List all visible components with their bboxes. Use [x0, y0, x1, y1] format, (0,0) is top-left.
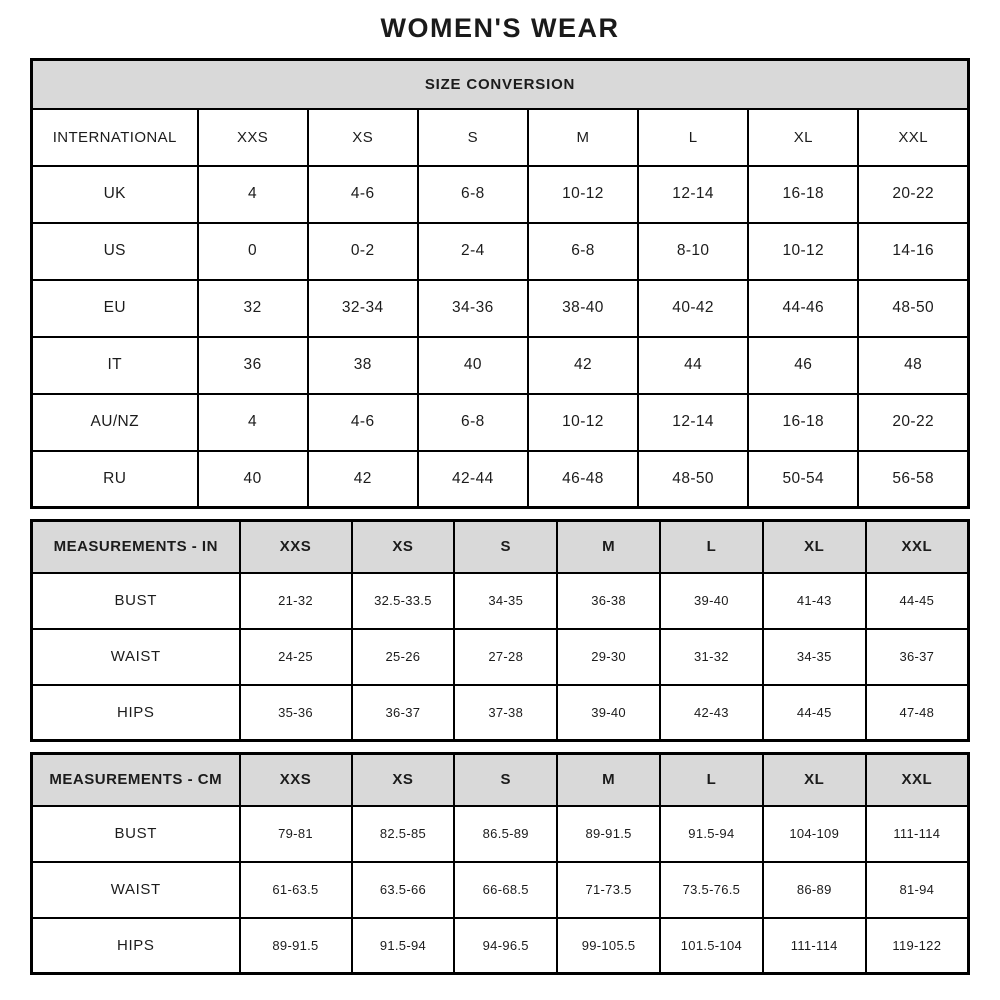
size-column-header: M	[528, 109, 638, 166]
table-row	[32, 280, 969, 337]
measurements-cm-table	[30, 752, 970, 975]
size-value-cell: 42-44	[418, 451, 528, 508]
measurements-in-header-row	[32, 521, 969, 573]
size-value-cell: 86-89	[763, 862, 866, 918]
size-column-header: XS	[308, 109, 418, 166]
size-value-cell: 32.5-33.5	[352, 573, 455, 629]
table-row	[32, 862, 969, 918]
row-label: AU/NZ	[32, 394, 198, 451]
size-value-cell: 46	[748, 337, 858, 394]
size-value-cell: 41-43	[763, 573, 866, 629]
size-value-cell: 10-12	[748, 223, 858, 280]
size-value-cell: 25-26	[352, 629, 455, 685]
size-column-header: L	[660, 521, 763, 573]
size-column-header: XXL	[866, 521, 969, 573]
row-label: BUST	[32, 573, 240, 629]
size-column-header: L	[638, 109, 748, 166]
table-row	[32, 629, 969, 685]
size-value-cell: 0	[198, 223, 308, 280]
row-label-column-header: INTERNATIONAL	[32, 109, 198, 166]
table-row	[32, 685, 969, 741]
measurements-in-table	[30, 519, 970, 742]
size-column-header: XXL	[858, 109, 968, 166]
size-value-cell: 66-68.5	[454, 862, 557, 918]
size-conversion-header: SIZE CONVERSION	[32, 60, 969, 109]
size-value-cell: 73.5-76.5	[660, 862, 763, 918]
row-label: RU	[32, 451, 198, 508]
size-value-cell: 6-8	[418, 394, 528, 451]
size-value-cell: 40-42	[638, 280, 748, 337]
size-column-header: XL	[763, 521, 866, 573]
size-value-cell: 10-12	[528, 166, 638, 223]
size-value-cell: 34-35	[454, 573, 557, 629]
size-value-cell: 48-50	[858, 280, 968, 337]
size-column-header: XL	[763, 754, 866, 806]
size-value-cell: 4-6	[308, 166, 418, 223]
size-value-cell: 8-10	[638, 223, 748, 280]
size-value-cell: 39-40	[660, 573, 763, 629]
size-value-cell: 32	[198, 280, 308, 337]
size-conversion-table	[30, 58, 970, 509]
size-value-cell: 46-48	[528, 451, 638, 508]
size-value-cell: 101.5-104	[660, 918, 763, 974]
size-value-cell: 0-2	[308, 223, 418, 280]
size-value-cell: 31-32	[660, 629, 763, 685]
size-value-cell: 4	[198, 394, 308, 451]
size-value-cell: 40	[418, 337, 528, 394]
size-column-header: XXS	[198, 109, 308, 166]
size-value-cell: 2-4	[418, 223, 528, 280]
size-value-cell: 42	[528, 337, 638, 394]
table-row	[32, 573, 969, 629]
size-column-header: S	[454, 521, 557, 573]
size-conversion-banner-row	[32, 60, 969, 109]
table-row	[32, 337, 969, 394]
size-value-cell: 4	[198, 166, 308, 223]
size-value-cell: 104-109	[763, 806, 866, 862]
size-column-header: XS	[352, 754, 455, 806]
size-value-cell: 39-40	[557, 685, 660, 741]
size-value-cell: 44-46	[748, 280, 858, 337]
size-value-cell: 6-8	[528, 223, 638, 280]
size-value-cell: 16-18	[748, 394, 858, 451]
table-row	[32, 223, 969, 280]
table-row	[32, 166, 969, 223]
size-value-cell: 89-91.5	[557, 806, 660, 862]
size-value-cell: 10-12	[528, 394, 638, 451]
size-value-cell: 48	[858, 337, 968, 394]
row-label: IT	[32, 337, 198, 394]
size-value-cell: 14-16	[858, 223, 968, 280]
size-value-cell: 42	[308, 451, 418, 508]
size-value-cell: 119-122	[866, 918, 969, 974]
size-value-cell: 79-81	[240, 806, 352, 862]
size-column-header: S	[418, 109, 528, 166]
size-value-cell: 81-94	[866, 862, 969, 918]
row-label: HIPS	[32, 685, 240, 741]
size-value-cell: 36	[198, 337, 308, 394]
size-value-cell: 21-32	[240, 573, 352, 629]
size-value-cell: 111-114	[866, 806, 969, 862]
row-label: WAIST	[32, 862, 240, 918]
size-value-cell: 36-38	[557, 573, 660, 629]
table-row	[32, 918, 969, 974]
size-value-cell: 12-14	[638, 394, 748, 451]
size-column-header: M	[557, 754, 660, 806]
measurements-cm-header-row	[32, 754, 969, 806]
size-value-cell: 47-48	[866, 685, 969, 741]
table-row	[32, 806, 969, 862]
size-value-cell: 37-38	[454, 685, 557, 741]
size-value-cell: 63.5-66	[352, 862, 455, 918]
size-column-header: XXL	[866, 754, 969, 806]
size-value-cell: 48-50	[638, 451, 748, 508]
size-value-cell: 36-37	[352, 685, 455, 741]
size-value-cell: 4-6	[308, 394, 418, 451]
size-value-cell: 20-22	[858, 394, 968, 451]
measurements-header-label: MEASUREMENTS - IN	[32, 521, 240, 573]
table-row	[32, 451, 969, 508]
size-value-cell: 91.5-94	[352, 918, 455, 974]
size-column-header: XXS	[240, 754, 352, 806]
column-header-row	[32, 109, 969, 166]
size-value-cell: 35-36	[240, 685, 352, 741]
size-value-cell: 27-28	[454, 629, 557, 685]
size-value-cell: 86.5-89	[454, 806, 557, 862]
size-value-cell: 50-54	[748, 451, 858, 508]
size-value-cell: 38	[308, 337, 418, 394]
size-value-cell: 6-8	[418, 166, 528, 223]
table-row	[32, 394, 969, 451]
row-label: HIPS	[32, 918, 240, 974]
size-value-cell: 99-105.5	[557, 918, 660, 974]
size-value-cell: 91.5-94	[660, 806, 763, 862]
size-column-header: M	[557, 521, 660, 573]
size-value-cell: 44	[638, 337, 748, 394]
size-value-cell: 42-43	[660, 685, 763, 741]
row-label: US	[32, 223, 198, 280]
row-label: WAIST	[32, 629, 240, 685]
page-title: WOMEN'S WEAR	[380, 13, 620, 43]
size-column-header: XS	[352, 521, 455, 573]
row-label: UK	[32, 166, 198, 223]
size-value-cell: 16-18	[748, 166, 858, 223]
size-value-cell: 29-30	[557, 629, 660, 685]
size-value-cell: 34-35	[763, 629, 866, 685]
size-value-cell: 38-40	[528, 280, 638, 337]
size-value-cell: 111-114	[763, 918, 866, 974]
size-value-cell: 34-36	[418, 280, 528, 337]
size-value-cell: 40	[198, 451, 308, 508]
row-label: BUST	[32, 806, 240, 862]
size-value-cell: 44-45	[763, 685, 866, 741]
size-column-header: S	[454, 754, 557, 806]
size-value-cell: 61-63.5	[240, 862, 352, 918]
size-value-cell: 20-22	[858, 166, 968, 223]
size-value-cell: 36-37	[866, 629, 969, 685]
size-value-cell: 12-14	[638, 166, 748, 223]
size-column-header: L	[660, 754, 763, 806]
size-value-cell: 56-58	[858, 451, 968, 508]
size-value-cell: 82.5-85	[352, 806, 455, 862]
measurements-header-label: MEASUREMENTS - CM	[32, 754, 240, 806]
size-value-cell: 24-25	[240, 629, 352, 685]
size-value-cell: 32-34	[308, 280, 418, 337]
size-column-header: XL	[748, 109, 858, 166]
size-column-header: XXS	[240, 521, 352, 573]
size-value-cell: 89-91.5	[240, 918, 352, 974]
row-label: EU	[32, 280, 198, 337]
size-value-cell: 44-45	[866, 573, 969, 629]
size-value-cell: 94-96.5	[454, 918, 557, 974]
size-value-cell: 71-73.5	[557, 862, 660, 918]
